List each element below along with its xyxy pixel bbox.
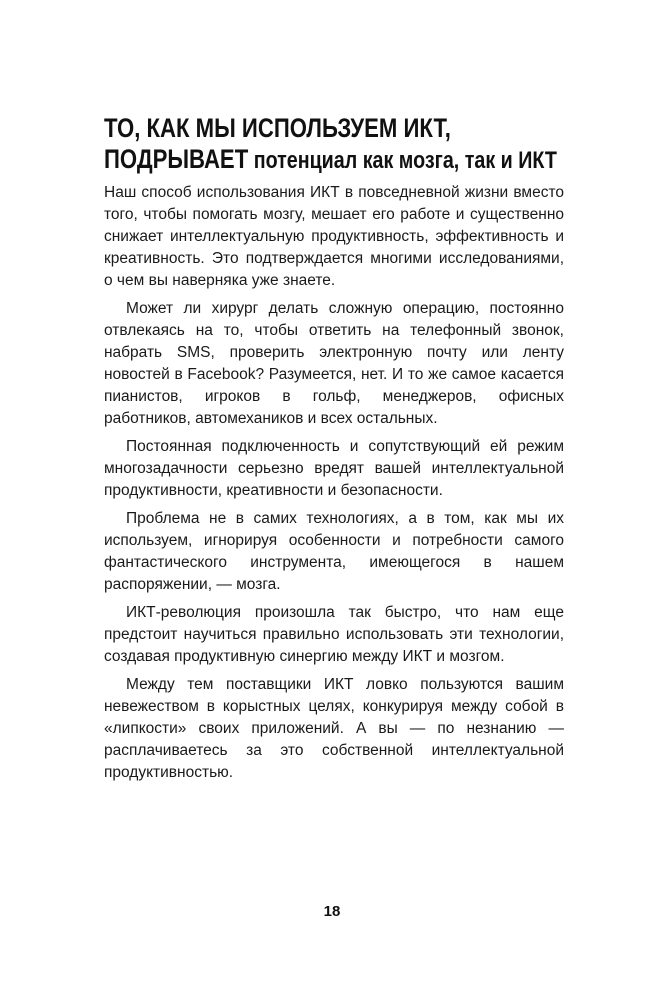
paragraph: ИКТ-революция произошла так быстро, что нам еще предстоит научиться правильно использовать эти технологии, создавая продуктивную синергию между ИКТ и мозгом. (104, 604, 564, 665)
paragraph: Постоянная подключенность и сопутствующий ей режим многозадачности серьезно вредят вашей интеллектуальной продуктивности, креативности и безопасности. (104, 438, 564, 499)
body-text (104, 182, 564, 790)
paragraph: Может ли хирург делать сложную операцию, постоянно отвлекаясь на то, чтобы ответить на телефонный звонок, набрать SMS, проверить электронную почту или ленту новостей в Facebook? Разумеется, нет. И то же самое касается пианистов, игроков в гольф, менеджеров, офисных работников, автомехаников и всех остальных. (104, 300, 564, 427)
section-heading (104, 113, 557, 176)
heading-line-2 (104, 144, 557, 176)
heading-line-2-caps: ПОДРЫВАЕТ (104, 144, 249, 174)
paragraph: Между тем поставщики ИКТ ловко пользуются вашим невежеством в корыстных целях, конкурируя между собой в «липкости» своих приложений. А вы — по незнанию — расплачиваетесь за это собственной интеллектуальной продуктивностью. (104, 676, 564, 781)
paragraph: Наш способ использования ИКТ в повседневной жизни вместо того, чтобы помогать мозгу, мешает его работе и существенно снижает интеллектуальную продуктивность, эффективность и креативность. Это подтверждается многими исследованиями, о чем вы наверняка уже знаете. (104, 184, 564, 289)
paragraph: Проблема не в самих технологиях, а в том, как мы их используем, игнорируя особенности и потребности самого фантастического инструмента, имеющегося в нашем распоряжении, — мозга. (104, 510, 564, 593)
heading-line-1: ТО, КАК МЫ ИСПОЛЬЗУЕМ ИКТ, (104, 113, 451, 143)
page-number: 18 (323, 903, 341, 920)
heading-line-2-rest: потенциал как мозга, так и ИКТ (248, 147, 557, 174)
